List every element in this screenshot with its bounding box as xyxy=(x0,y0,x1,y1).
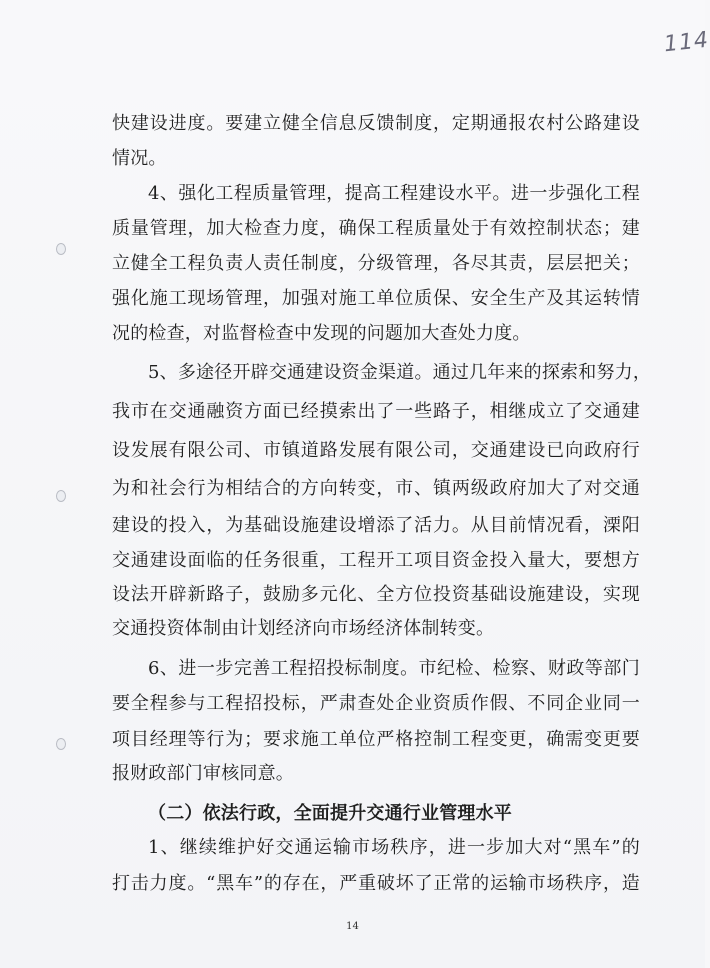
text-line: 强化施工现场管理，加强对施工单位质保、安全生产及其运转情 xyxy=(112,288,640,309)
text-line: 打击力度。“黑车”的存在，严重破坏了正常的运输市场秩序，造 xyxy=(112,873,640,894)
text-line: 设发展有限公司、市镇道路发展有限公司，交通建设已向政府行 xyxy=(112,440,640,461)
text-line: 立健全工程负责人责任制度，分级管理，各尽其责，层层把关； xyxy=(112,253,640,274)
text-line: 1、继续维护好交通运输市场秩序，进一步加大对“黑车”的 xyxy=(148,837,640,858)
text-line: 质量管理，加大检查力度，确保工程质量处于有效控制状态；建 xyxy=(112,218,640,239)
binding-hole xyxy=(56,490,66,502)
handwritten-page-number: 114 xyxy=(662,27,710,58)
page-number: 14 xyxy=(346,921,359,932)
text-line: 我市在交通融资方面已经摸索出了一些路子，相继成立了交通建 xyxy=(112,401,640,422)
text-line: 报财政部门审核同意。 xyxy=(112,763,294,784)
binding-hole xyxy=(56,243,66,255)
binding-hole xyxy=(56,738,66,750)
text-line: 4、强化工程质量管理，提高工程建设水平。进一步强化工程 xyxy=(148,183,640,204)
text-line: 交通投资体制由计划经济向市场经济体制转变。 xyxy=(112,618,495,639)
text-line: 情况。 xyxy=(112,148,167,169)
text-line: 建设的投入，为基础设施建设增添了活力。从目前情况看，溧阳 xyxy=(112,515,640,536)
text-line: 况的检查，对监督检查中发现的问题加大查处力度。 xyxy=(112,323,531,344)
text-line: 5、多途径开辟交通建设资金渠道。通过几年来的探索和努力， xyxy=(148,362,652,383)
section-heading: （二）依法行政，全面提升交通行业管理水平 xyxy=(148,803,512,824)
text-line: 6、进一步完善工程招投标制度。市纪检、检察、财政等部门 xyxy=(148,658,640,679)
text-line: 要全程参与工程招投标，严肃查处企业资质作假、不同企业同一 xyxy=(112,693,640,714)
text-line: 为和社会行为相结合的方向转变，市、镇两级政府加大了对交通 xyxy=(112,478,640,499)
text-line: 快建设进度。要建立健全信息反馈制度，定期通报农村公路建设 xyxy=(112,113,640,134)
text-line: 设法开辟新路子，鼓励多元化、全方位投资基础设施建设，实现 xyxy=(112,584,640,605)
text-line: 项目经理等行为；要求施工单位严格控制工程变更，确需变更要 xyxy=(112,729,640,750)
text-line: 交通建设面临的任务很重，工程开工项目资金投入量大，要想方 xyxy=(112,550,640,571)
